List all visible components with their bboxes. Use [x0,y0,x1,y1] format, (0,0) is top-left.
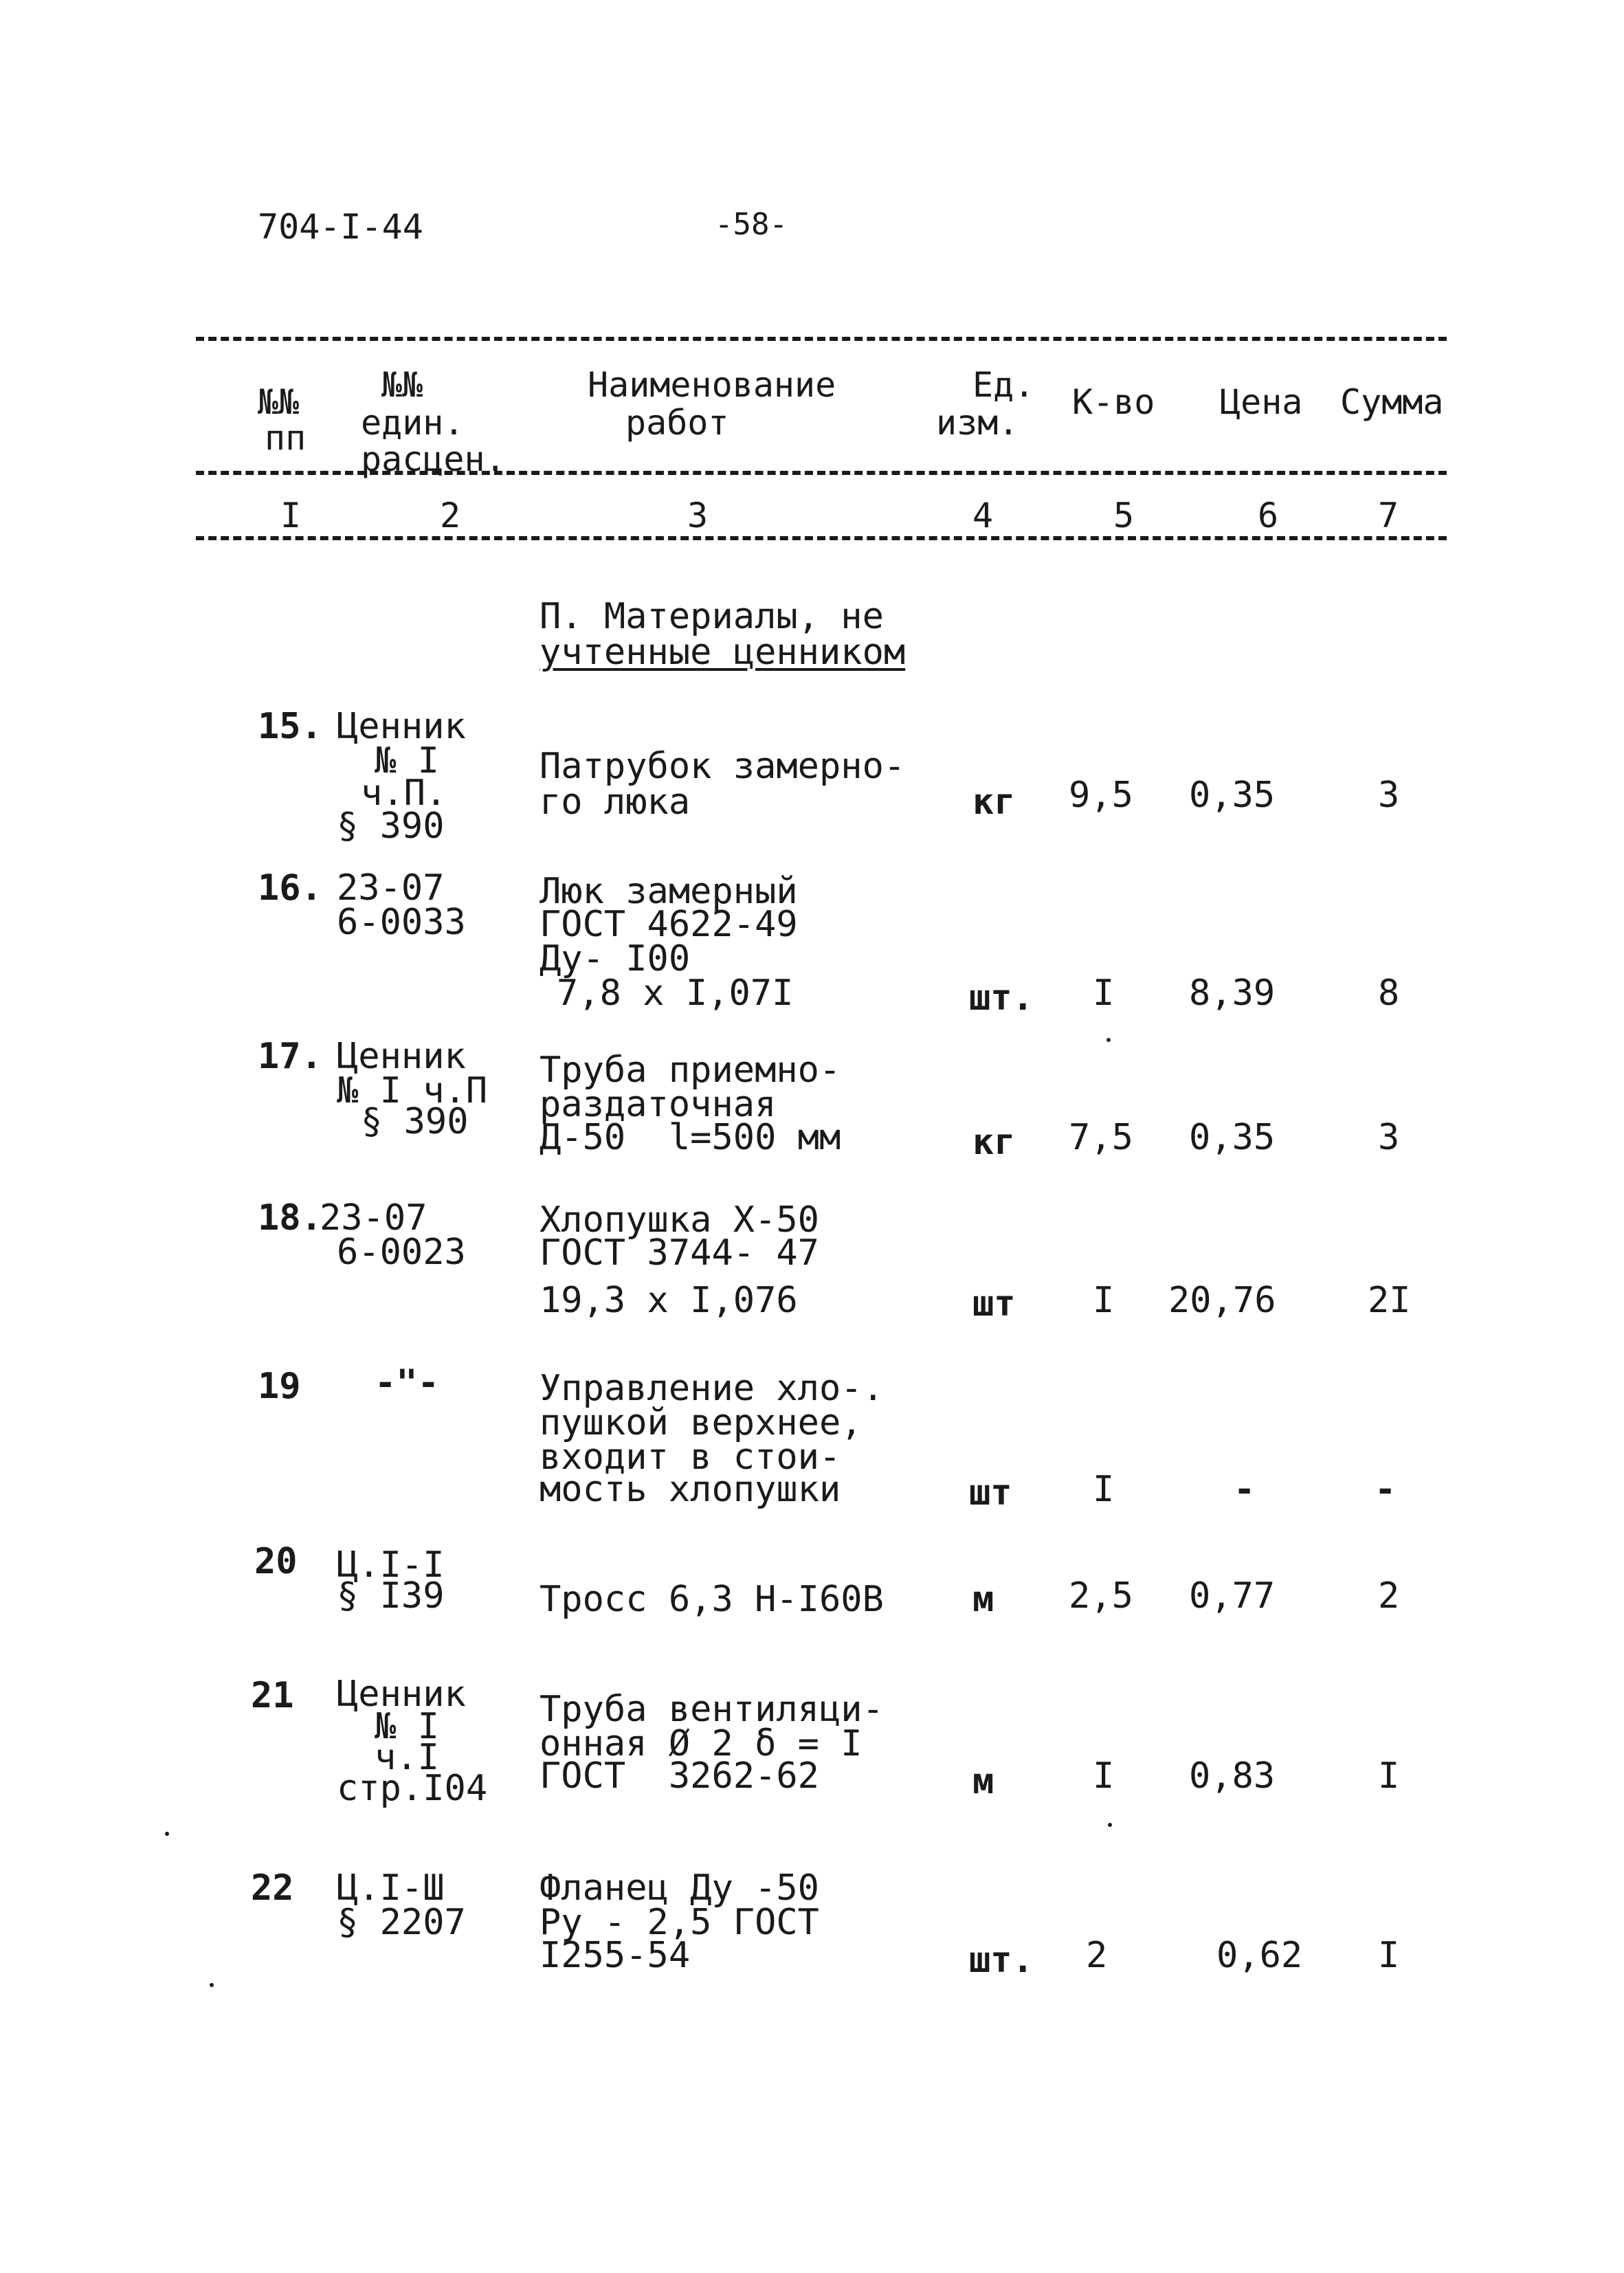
row-name-line: Люк замерный [540,871,798,912]
row-sum: 2 [1378,1575,1400,1617]
row-name-line: го люка [540,781,691,823]
section-title-line1: П. Материалы, не [540,596,884,637]
row-name-line: 7,8 x I,07I [557,973,794,1014]
row-name-line: онная Ø 2 δ = I [540,1723,863,1764]
scan-speck [1106,1038,1111,1042]
row-unit: шт [972,1283,1016,1324]
row-name-line: Тросс 6,3 Н-I60В [540,1579,884,1620]
document-code: 704-I-44 [258,207,423,247]
header-col6: Цена [1220,382,1303,422]
col-numbers-rule [196,536,1447,540]
row-code-line: № I ч.П [337,1070,488,1111]
row-qty: I [1093,1280,1115,1321]
header-col3-line2: работ [625,403,729,443]
row-number: 18. [258,1197,322,1239]
col-number-5: 5 [1113,496,1135,535]
col-number-6: 6 [1258,496,1279,535]
row-code-line: Ценник [337,1036,466,1077]
row-name-line: ГОСТ 3744- 47 [540,1232,819,1274]
row-qty: 2 [1086,1935,1108,1976]
col-number-2: 2 [440,496,461,535]
row-name-line: I255-54 [540,1935,691,1976]
row-qty: I [1093,973,1115,1014]
section-title-line2: учтенные ценником [540,632,906,673]
header-col2-line2: един. [361,403,465,443]
row-code-line: Ц.I-I [337,1544,445,1586]
row-price: 0,35 [1189,1117,1276,1158]
row-number: 17. [258,1036,322,1077]
row-sum: - [1375,1469,1397,1510]
header-col5: К-во [1072,382,1155,422]
row-number: 15. [258,706,322,747]
scan-speck [1108,1823,1112,1827]
row-qty: I [1093,1755,1115,1797]
row-name-line: Труба вентиляци- [540,1689,884,1730]
row-number: 16. [258,867,322,909]
row-price: 0,77 [1189,1575,1276,1617]
row-code-line: 6-0033 [337,902,466,943]
col-number-3: 3 [687,496,709,535]
header-col7: Сумма [1340,382,1444,422]
row-qty: I [1093,1469,1115,1510]
row-number: 19 [258,1366,301,1407]
header-col1-line2: пп [265,418,307,458]
row-code-line: 23-07 [320,1197,427,1239]
row-name-line: Ду- I00 [540,938,691,979]
row-code-line: ч.I [375,1737,439,1778]
row-sum: 3 [1378,775,1400,816]
row-code-line: § 390 [361,1101,469,1142]
scan-speck [165,1832,169,1836]
scan-speck [210,1983,214,1987]
row-code-line: § I39 [337,1575,445,1617]
row-price: 20,76 [1168,1280,1276,1321]
row-name-line: ГОСТ 4622-49 [540,904,798,945]
row-name-line: Ру - 2,5 ГОСТ [540,1902,819,1943]
row-code-line: 23-07 [337,867,445,909]
row-code-line: стр.I04 [337,1768,488,1809]
row-sum: 3 [1378,1117,1400,1158]
row-code-line: ч.П. [361,773,447,814]
row-price: 0,83 [1189,1755,1276,1797]
row-code-line: -"- [375,1362,439,1404]
row-code-line: № I [375,1706,439,1747]
row-price: - [1234,1469,1256,1510]
header-col4-line2: изм. [936,403,1019,443]
row-sum: 8 [1378,973,1400,1014]
row-name-line: Патрубок замерно- [540,746,906,787]
col-number-4: 4 [972,496,994,535]
row-code-line: Ценник [337,1674,466,1715]
row-name-line: раздаточная [540,1084,777,1125]
row-sum: I [1378,1935,1400,1976]
row-qty: 7,5 [1069,1117,1133,1158]
row-name-line: Управление хло-. [540,1368,884,1409]
row-unit: м [972,1579,994,1620]
row-qty: 9,5 [1069,775,1133,816]
row-code-line: № I [375,740,439,781]
header-col2-line3: расцен. [361,439,506,479]
header-col2-line1: №№ [381,365,423,405]
row-unit: шт [969,1472,1012,1514]
row-name-line: Хлопушка X-50 [540,1199,819,1241]
row-qty: 2,5 [1069,1575,1133,1617]
row-name-line: Фланец Ду -50 [540,1867,819,1909]
row-unit: кг [972,781,1016,823]
row-number: 20 [254,1541,298,1582]
row-name-line: мость хлопушки [540,1469,841,1510]
row-code-line: Ценник [337,706,466,747]
header-col4-line1: Ед. [972,365,1035,405]
row-sum: I [1378,1755,1400,1797]
row-price: 8,39 [1189,973,1276,1014]
col-number-7: 7 [1378,496,1399,535]
row-name-line: пушкой верхнее, [540,1402,863,1443]
row-code-line: § 390 [337,806,445,847]
row-number: 21 [251,1675,294,1716]
row-name-line: Труба приемно- [540,1050,841,1091]
row-price: 0,62 [1216,1935,1303,1976]
row-code-line: Ц.I-Ш [337,1867,445,1909]
row-price: 0,35 [1189,775,1276,816]
row-sum: 2I [1368,1280,1411,1321]
row-unit: шт. [969,1940,1034,1981]
row-code-line: 6-0023 [337,1232,466,1273]
row-name-line: Д-50 l=500 мм [540,1117,841,1158]
row-unit: шт. [969,977,1034,1019]
table-top-rule [196,337,1447,341]
col-number-1: I [280,496,302,535]
row-code-line: § 2207 [337,1902,466,1943]
row-number: 22 [251,1867,294,1909]
row-unit: кг [972,1122,1016,1163]
header-col1-line1: №№ [258,382,300,422]
row-name-line: 19,3 x I,076 [540,1280,798,1321]
header-col3-line1: Наименование [588,365,836,405]
row-unit: м [972,1761,994,1802]
page-number: -58- [715,207,788,242]
row-name-line: ГОСТ 3262-62 [540,1755,819,1797]
row-name-line: входит в стои- [540,1437,841,1478]
